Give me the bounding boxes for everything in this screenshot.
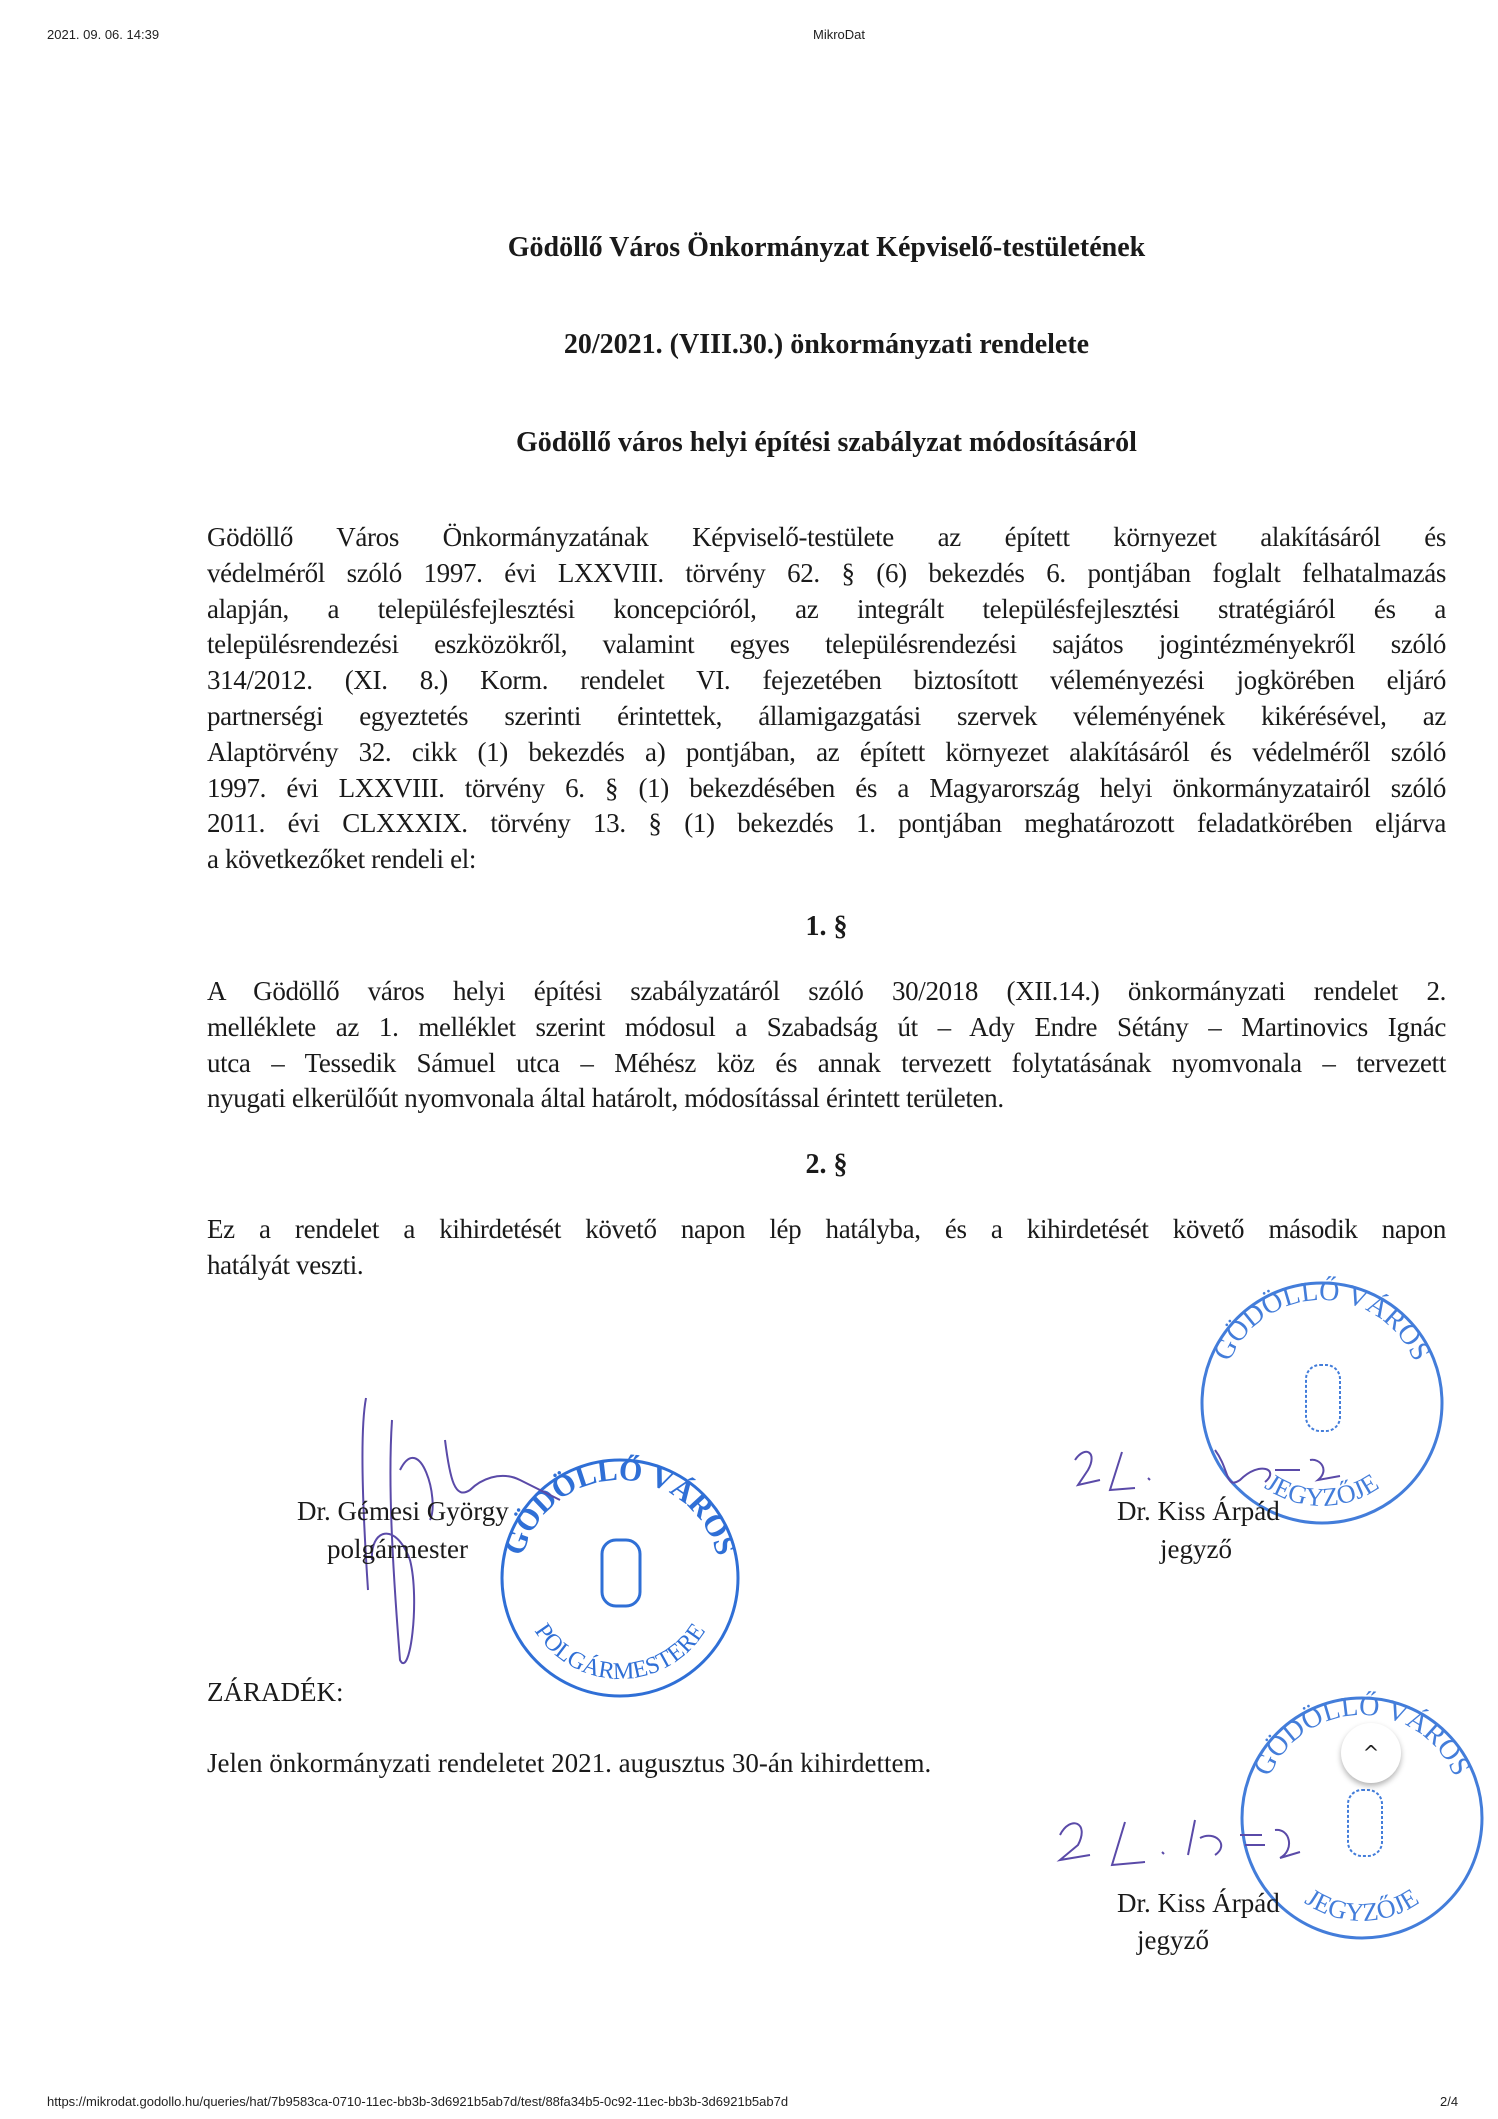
- clause-heading: ZÁRADÉK:: [207, 1677, 344, 1707]
- svg-text:POLGÁRMESTERE: POLGÁRMESTERE: [529, 1618, 711, 1686]
- section-1-line: melléklete az 1. melléklet szerint módosul a Szabadság út – Ady Endre Sétány – Martinovics Ignác: [207, 1011, 1446, 1042]
- clause-signature: [1060, 1820, 1300, 1865]
- section-1-line: nyugati elkerülőút nyomvonala által határolt, módosítással érintett területen.: [207, 1083, 1004, 1114]
- section-1-heading: 1. §: [805, 911, 848, 942]
- decree-number-title: 20/2021. (VIII.30.) önkormányzati rendelete: [563, 329, 1090, 360]
- preamble-line: védelméről szóló 1997. évi LXXVIII. törvény 62. § (6) bekezdés 6. pontjában foglalt felhatalmazás: [207, 557, 1446, 588]
- preamble-line: partnerségi egyeztetés szerinti érintettek, államigazgatási szervek véleményének kikérésével, az: [207, 700, 1446, 731]
- section-1-line: A Gödöllő város helyi építési szabályzatáról szóló 30/2018 (XII.14.) önkormányzati rendelet 2.: [207, 976, 1446, 1006]
- svg-text:GÖDÖLLŐ VÁROS: GÖDÖLLŐ VÁROS: [1207, 1275, 1437, 1366]
- clause-text: Jelen önkormányzati rendeletet 2021. augusztus 30-án kihirdettem.: [207, 1748, 932, 1778]
- clause-notary-name: Dr. Kiss Árpád: [1117, 1888, 1280, 1918]
- notary-stamp: [1202, 1276, 1442, 1523]
- preamble-line: a következőket rendeli el:: [207, 844, 477, 875]
- preamble-line: alapján, a településfejlesztési koncepcióról, az integrált településfejlesztési stratégiáról és a: [207, 593, 1446, 624]
- preamble-line: Gödöllő Város Önkormányzatának Képviselő-testülete az épített környezet alakításáról és: [207, 522, 1446, 552]
- coat-of-arms-icon: [1306, 1365, 1340, 1431]
- print-timestamp: 2021. 09. 06. 14:39: [47, 27, 160, 42]
- mayor-name: Dr. Gémesi György: [297, 1496, 509, 1526]
- notary-role: jegyző: [1160, 1534, 1232, 1564]
- scroll-to-top-button[interactable]: [1341, 1723, 1401, 1783]
- mayor-stamp: [498, 1453, 743, 1696]
- document-issuer-title: Gödöllő Város Önkormányzat Képviselő-testületének: [507, 232, 1146, 263]
- chevron-up-icon: ^: [1362, 1741, 1380, 1765]
- coat-of-arms-icon: [602, 1540, 640, 1606]
- preamble-line: 314/2012. (XI. 8.) Korm. rendelet VI. fejezetében biztosított véleményezési jogkörében eljáró: [207, 665, 1446, 696]
- section-1-line: utca – Tessedik Sámuel utca – Méhész köz és annak tervezett folytatásának nyomvonala – tervezett: [207, 1047, 1446, 1078]
- svg-text:GÖDÖLLŐ VÁROS: GÖDÖLLŐ VÁROS: [497, 1453, 743, 1560]
- clause-notary-role: jegyző: [1137, 1925, 1209, 1955]
- section-2-line: hatályát veszti.: [207, 1249, 364, 1280]
- preamble-line: 2011. évi CLXXXIX. törvény 13. § (1) bekezdés 1. pontjában meghatározott feladatkörében eljárva: [207, 808, 1446, 839]
- print-title: MikroDat: [813, 27, 866, 42]
- svg-text:JEGYZŐJE: JEGYZŐJE: [1260, 1467, 1384, 1513]
- decree-subject-title: Gödöllő város helyi építési szabályzat módosításáról: [516, 427, 1137, 458]
- print-url: https://mikrodat.godollo.hu/queries/hat/7b9583ca-0710-11ec-bb3b-3d6921b5ab7d/test/88fa34b5-0c92-11ec-bb3b-3d6921b5ab7d: [47, 2094, 789, 2109]
- svg-text:GÖDÖLLŐ VÁROS: GÖDÖLLŐ VÁROS: [1247, 1690, 1477, 1781]
- preamble-line: Alaptörvény 32. cikk (1) bekezdés a) pontjában, az épített környezet alakításáról és védelméről szóló: [207, 736, 1446, 767]
- preamble-line: településrendezési eszközökről, valamint egyes településrendezési sajátos jogintézményekről szóló: [207, 629, 1446, 660]
- section-2-heading: 2. §: [805, 1149, 848, 1180]
- page-number: 2/4: [1440, 2094, 1459, 2109]
- notary-name: Dr. Kiss Árpád: [1117, 1496, 1280, 1526]
- section-2-line: Ez a rendelet a kihirdetését követő napon lép hatályba, és a kihirdetését követő második napon: [207, 1214, 1446, 1244]
- svg-text:JEGYZŐJE: JEGYZŐJE: [1300, 1882, 1424, 1928]
- coat-of-arms-icon: [1348, 1790, 1382, 1856]
- mayor-role: polgármester: [327, 1534, 468, 1564]
- preamble-line: 1997. évi LXXVIII. törvény 6. § (1) bekezdésében és a Magyarország helyi önkormányzatairól szóló: [207, 772, 1446, 803]
